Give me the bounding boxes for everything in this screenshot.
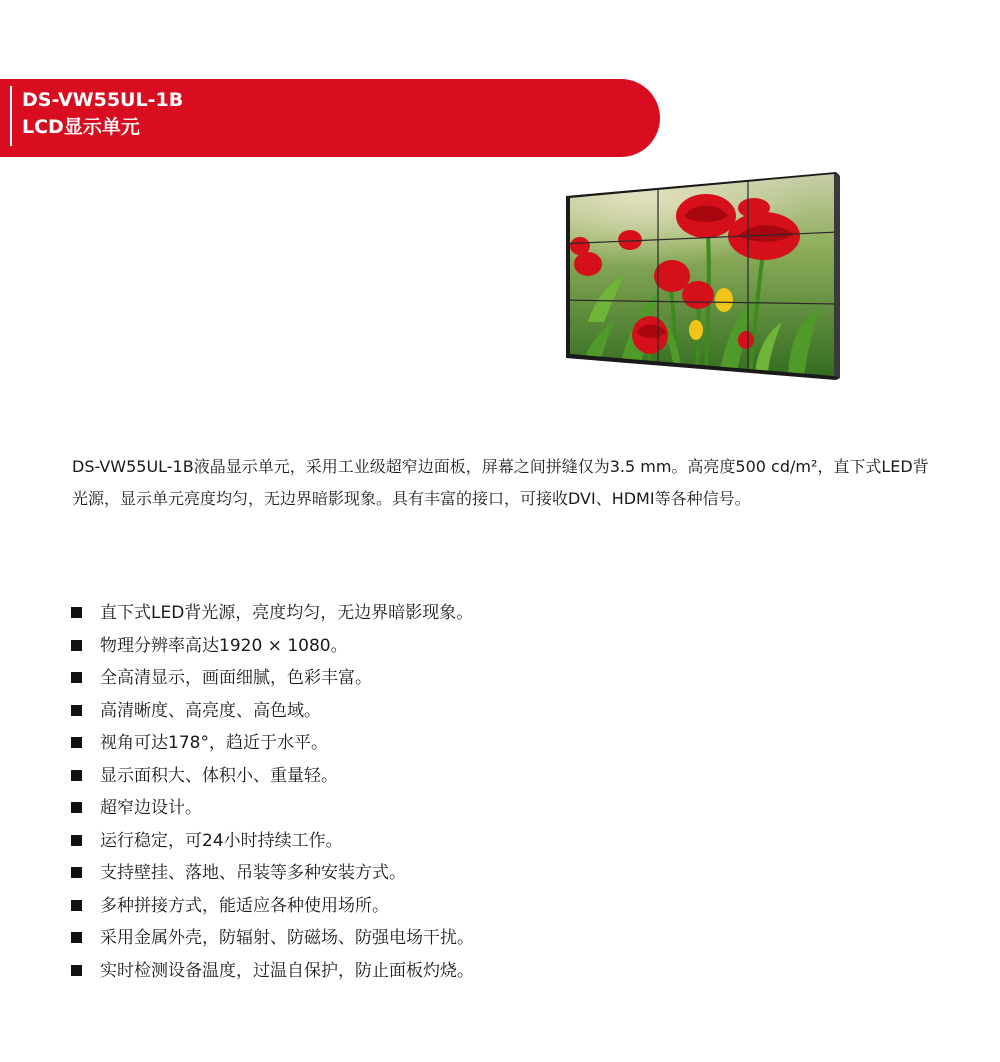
feature-item — [70, 890, 474, 923]
square-bullet-icon — [71, 770, 82, 781]
product-description: DS-VW55UL-1B液晶显示单元，采用工业级超窄边面板，屏幕之间拼缝仅为3.5 mm。高亮度500 cd/m²，直下式LED背光源，显示单元亮度均匀，无边界暗影现象。具有丰富的接口，可接收DVI、HDMI等各种信号。 — [72, 457, 929, 508]
feature-item — [70, 955, 474, 988]
feature-text: 实时检测设备温度，过温自保护，防止面板灼烧。 — [100, 960, 474, 981]
title-banner — [0, 79, 660, 157]
banner-accent-line — [10, 86, 12, 146]
feature-text: 高清晰度、高亮度、高色域。 — [100, 700, 321, 721]
feature-text: 超窄边设计。 — [100, 798, 202, 818]
feature-text: 运行稳定，可24小时持续工作。 — [100, 830, 343, 851]
square-bullet-icon — [71, 672, 82, 683]
feature-item — [70, 727, 474, 760]
feature-text: 直下式LED背光源，亮度均匀，无边界暗影现象。 — [100, 603, 474, 623]
square-bullet-icon — [71, 835, 82, 846]
square-bullet-icon — [71, 867, 82, 878]
product-model: DS-VW55UL-1B — [22, 89, 184, 111]
square-bullet-icon — [71, 932, 82, 943]
feature-item — [70, 630, 474, 663]
feature-item — [70, 922, 474, 955]
feature-item — [70, 857, 474, 890]
feature-text: 物理分辨率高达1920 × 1080。 — [100, 635, 348, 656]
feature-text: 多种拼接方式，能适应各种使用场所。 — [100, 895, 389, 916]
feature-item — [70, 792, 474, 825]
feature-text: 全高清显示，画面细腻，色彩丰富。 — [100, 668, 372, 688]
feature-list — [70, 597, 474, 987]
square-bullet-icon — [71, 900, 82, 911]
square-bullet-icon — [71, 640, 82, 651]
square-bullet-icon — [71, 737, 82, 748]
square-bullet-icon — [71, 802, 82, 813]
feature-text: 显示面积大、体积小、重量轻。 — [100, 765, 338, 786]
square-bullet-icon — [71, 965, 82, 976]
feature-text: 支持壁挂、落地、吊装等多种安装方式。 — [100, 863, 406, 883]
feature-item — [70, 662, 474, 695]
feature-text: 视角可达178°，趋近于水平。 — [100, 733, 328, 753]
feature-item — [70, 825, 474, 858]
square-bullet-icon — [71, 607, 82, 618]
feature-item — [70, 760, 474, 793]
square-bullet-icon — [71, 705, 82, 716]
feature-item — [70, 695, 474, 728]
feature-text: 采用金属外壳，防辐射、防磁场、防强电场干扰。 — [100, 928, 474, 948]
product-image — [558, 172, 840, 382]
feature-item — [70, 597, 474, 630]
product-subtitle: LCD显示单元 — [22, 116, 140, 138]
